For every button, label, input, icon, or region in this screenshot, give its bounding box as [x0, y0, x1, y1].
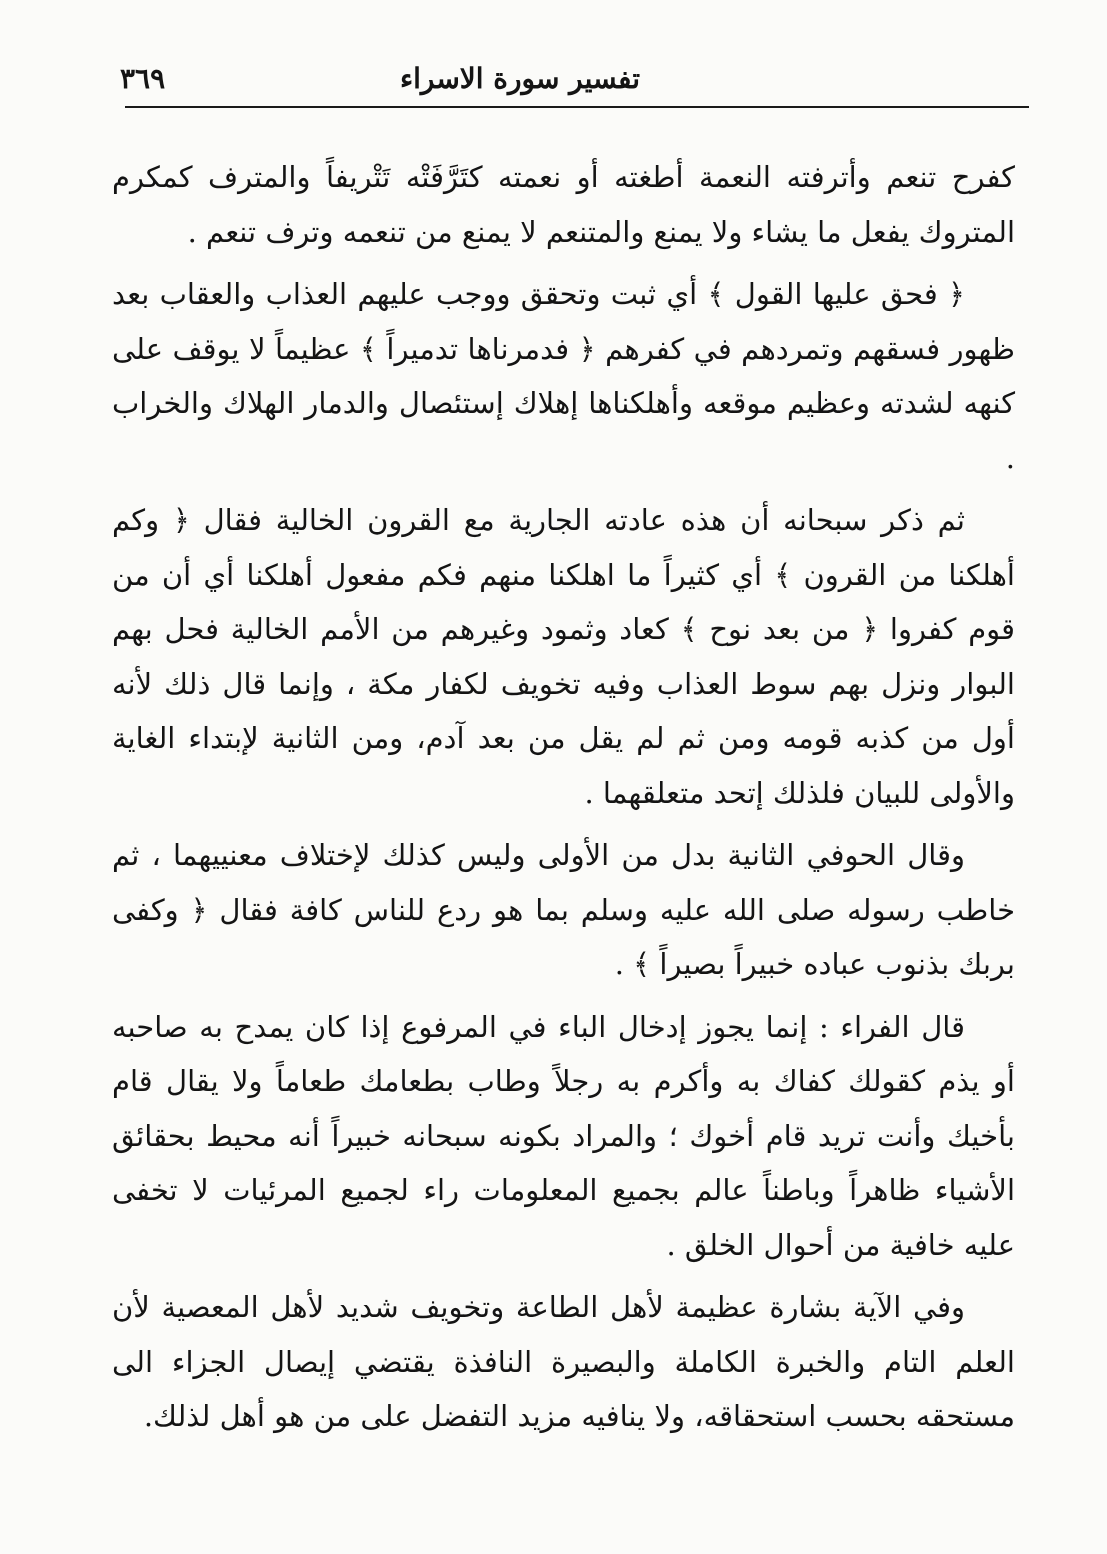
paragraph: ثم ذكر سبحانه أن هذه عادته الجارية مع القرون الخالية فقال ﴿ وكم أهلكنا من القرون ﴾ أي كثيراً ما اهلكنا منهم فكم مفعول أهلكنا أي أن من قوم كفروا ﴿ من بعد نوح ﴾ كعاد وثمود وغيرهم من الأمم الخالية فحل بهم البوار ونزل بهم سوط العذاب وفيه تخويف لكفار مكة ، وإنما قال ذلك لأنه أول من كذبه قومه ومن ثم لم يقل من بعد آدم، ومن الثانية لإبتداء الغاية والأولى للبيان فلذلك إتحد متعلقهما .: [112, 503, 1015, 810]
running-title: تفسير سورة الاسراء: [399, 62, 640, 95]
paragraph: وفي الآية بشارة عظيمة لأهل الطاعة وتخويف شديد لأهل المعصية لأن العلم التام والخبرة الكاملة والبصيرة النافذة يقتضي إيصال الجزاء الى مستحقه بحسب استحقاقه، ولا ينافيه مزيد التفضل على من هو أهل لذلك.: [112, 1290, 1015, 1433]
paragraph: قال الفراء : إنما يجوز إدخال الباء في المرفوع إذا كان يمدح به صاحبه أو يذم كقولك كفاك به وأكرم به رجلاً وطاب بطعامك طعاماً ولا يقال قام بأخيك وأنت تريد قام أخوك ؛ والمراد بكونه سبحانه خبيراً أنه محيط بحقائق الأشياء ظاهراً وباطناً عالم بجميع المعلومات راء لجميع المرئيات لا تخفى عليه خافية من أحوال الخلق .: [112, 1009, 1016, 1262]
header-rule: [125, 106, 1029, 108]
running-head: [118, 62, 1035, 102]
paragraph: كفرح تنعم وأترفته النعمة أطغته أو نعمته كتَرَّفَتْه تَتْريفاً والمترف كمكرم المتروك يفعل ما يشاء ولا يمنع والمتنعم لا يمنع من تنعمه وترف تنعم .: [112, 160, 1015, 249]
page-number: ٣٦٩: [120, 62, 166, 95]
paragraph: وقال الحوفي الثانية بدل من الأولى وليس كذلك لإختلاف معنييهما ، ثم خاطب رسوله صلى الله عليه وسلم بما هو ردع للناس كافة فقال ﴿ وكفى بربك بذنوب عباده خبيراً بصيراً ﴾ .: [112, 838, 1015, 981]
body-text: [112, 150, 1015, 1452]
paragraph: ﴿ فحق عليها القول ﴾ أي ثبت وتحقق ووجب عليهم العذاب والعقاب بعد ظهور فسقهم وتمردهم في كفرهم ﴿ فدمرناها تدميراً ﴾ عظيماً لا يوقف على كنهه لشدته وعظيم موقعه وأهلكناها إهلاك إستئصال والدمار الهلاك والخراب .: [112, 277, 1015, 475]
